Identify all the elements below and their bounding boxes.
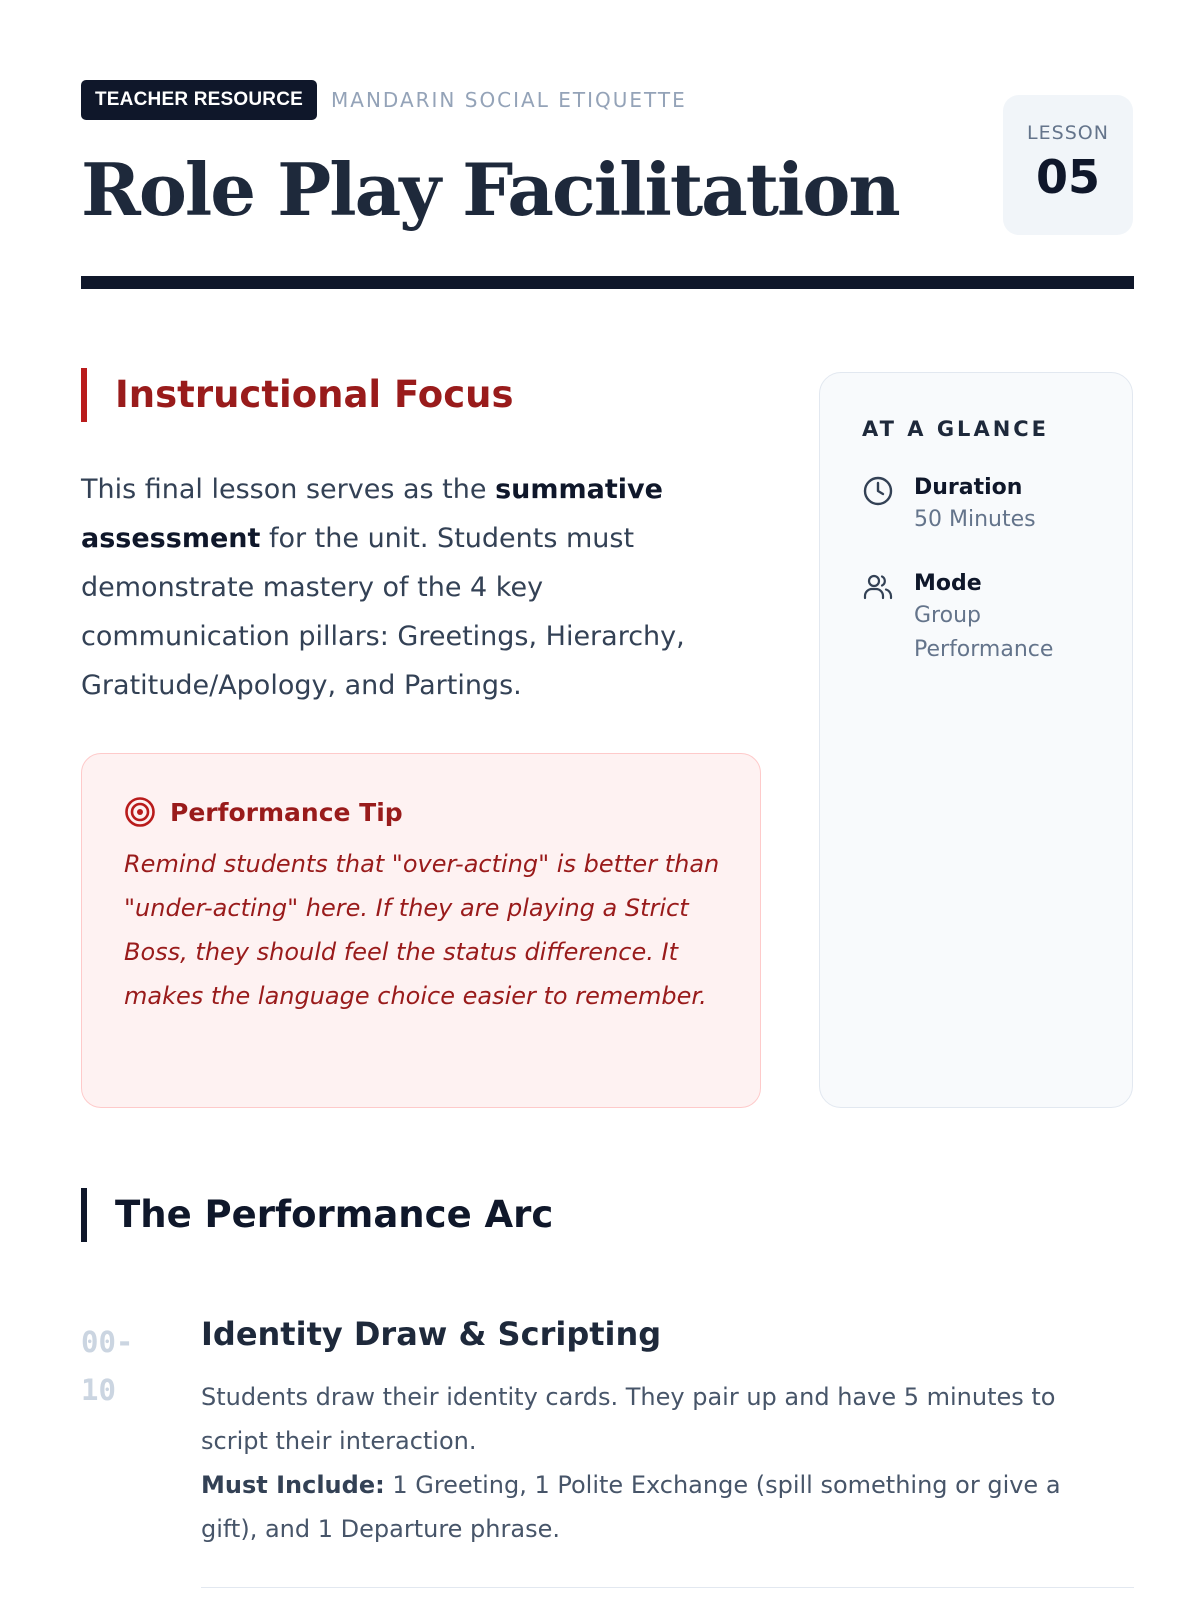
resource-badge: TEACHER RESOURCE [81,80,317,120]
subject-label: MANDARIN SOCIAL ETIQUETTE [331,88,687,112]
step-title: Identity Draw & Scripting [201,1315,662,1353]
focus-text-bold: summative assessment [81,474,663,554]
at-a-glance-card [819,372,1133,1108]
focus-heading: Instructional Focus [81,368,514,422]
glance-title: AT A GLANCE [862,417,1050,441]
clock-icon [862,475,894,507]
step-divider [201,1587,1134,1588]
glance-label: Mode [914,571,982,596]
focus-text-1: This final lesson serves as the [81,474,496,505]
target-icon [124,796,156,828]
glance-value: Group Performance [914,603,1054,662]
arc-heading: The Performance Arc [81,1188,553,1242]
focus-text-2: for the unit. Students must demonstrate mastery of the 4 key communication pillars: Greetings, Hierarchy, Gratitude/Apology, and Partings. [81,523,685,701]
lesson-number: 05 [1035,150,1100,204]
step-body [201,1375,1106,1551]
glance-item-duration [862,473,1132,537]
must-include-label: Must Include: [201,1471,385,1499]
glance-item-mode [862,569,1132,667]
page-title: Role Play Facilitation [81,147,899,232]
glance-value: 50 Minutes [914,507,1036,532]
lesson-label: LESSON [1027,122,1109,144]
lesson-number-box [1003,95,1133,235]
step-time: 00- 10 [81,1325,134,1407]
header-divider [81,276,1134,289]
step-description: Students draw their identity cards. They pair up and have 5 minutes to script their interaction. [201,1383,1056,1455]
must-include-text: 1 Greeting, 1 Polite Exchange (spill something or give a gift), and 1 Departure phrase. [201,1471,1061,1543]
glance-label: Duration [914,475,1023,500]
focus-paragraph [81,465,741,710]
step-requirements [201,1463,1106,1551]
users-icon [862,571,894,603]
tip-header [124,796,722,828]
eyebrow [81,80,687,120]
tip-body: Remind students that "over-acting" is better than "under-acting" here. If they are playing a Strict Boss, they should feel the status difference. It makes the language choice easier to remember. [124,850,720,1010]
tip-heading: Performance Tip [170,797,403,827]
performance-tip-card [81,753,761,1108]
